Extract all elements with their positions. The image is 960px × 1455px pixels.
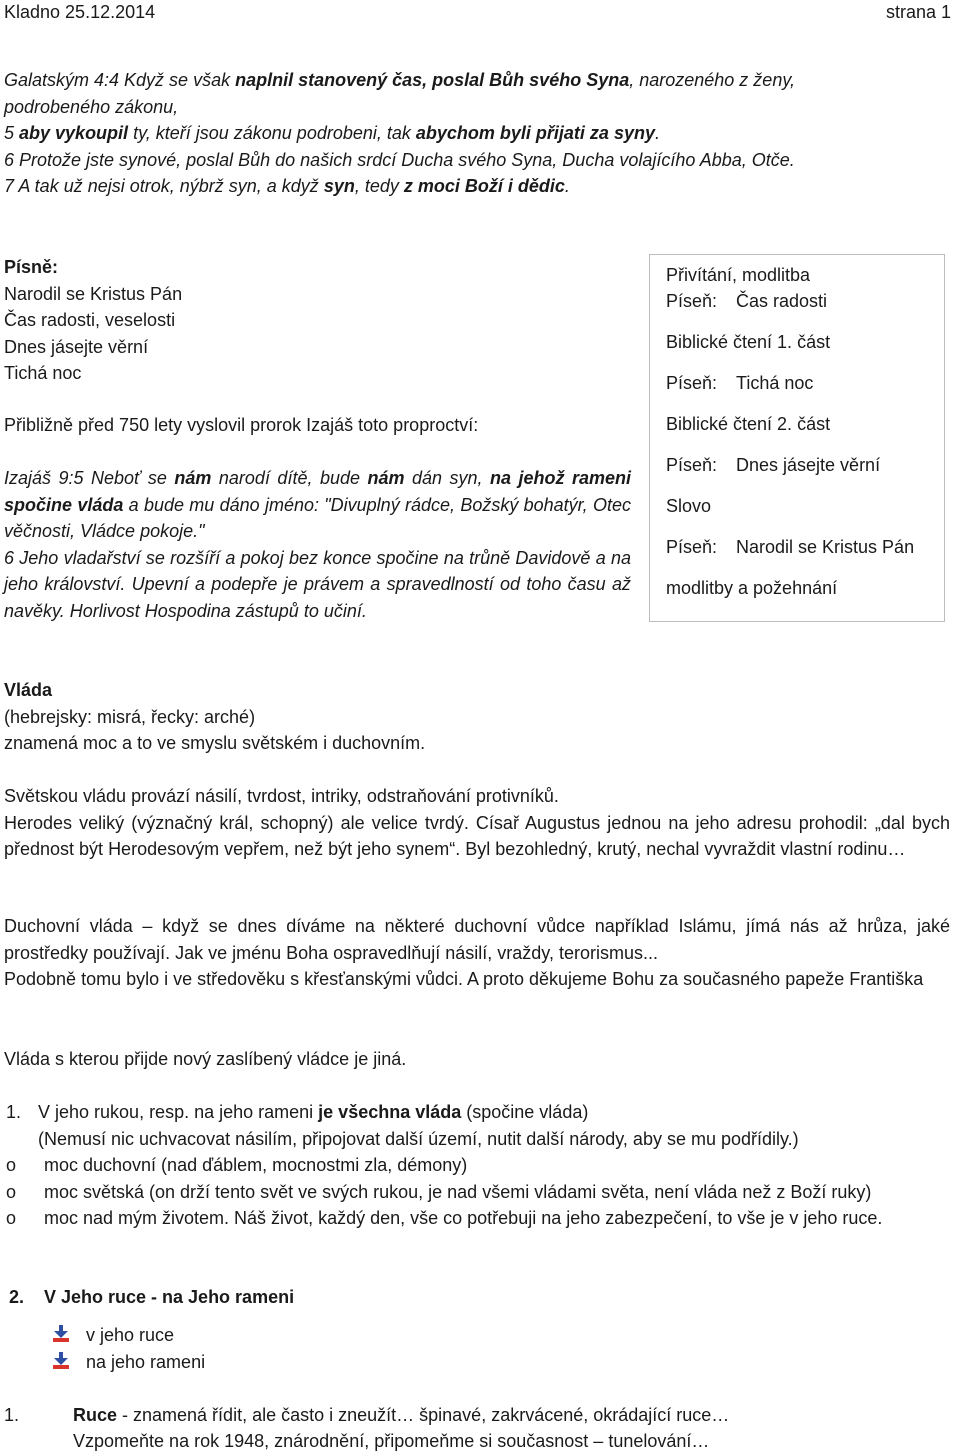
service-program-box xyxy=(649,254,945,622)
point-2-item: v jeho ruce xyxy=(86,1325,175,1345)
vlada-translation: (hebrejsky: misrá, řecky: arché) xyxy=(4,706,256,727)
songs-heading: Písně: xyxy=(4,257,59,277)
isaiah-verse-6: 6 Jeho vladařství se rozšíří a pokoj bez konce spočine na trůně Davidově a na jeho království. Upevní a podepře je právem a spravedlností od toho času až navěky. Horlivost Hospodina zástupů to učiní. xyxy=(4,547,631,621)
prophecy-intro: Přibližně před 750 lety vyslovil prorok Izajáš toto proproctví: xyxy=(4,415,479,435)
scripture-line-2: podrobeného zákonu, xyxy=(4,96,179,117)
song-item: Narodil se Kristus Pán xyxy=(4,283,183,304)
point-2-number: 2. xyxy=(9,1287,25,1307)
header-date: Kladno 25.12.2014 xyxy=(4,2,156,22)
isaiah-passage: Izajáš 9:5 Neboť se nám narodí dítě, bude nám dán syn, na jehož rameni spočine vláda a bude mu dáno jméno: "Divuplný rádce, Božský bohatýr, Otec věčnosti, Vládce pokoje." 6 Jeho vladařství se rozšíří a pokoj bez konce spočine na trůně Davidově a na jeho království. Upevní a podepře je právem a spravedlností od toho času až navěky. Horlivost Hospodina zástupů to učiní. xyxy=(4,465,631,624)
program-song: Píseň: Narodil se Kristus Pán xyxy=(666,537,915,557)
scripture-line-4: 6 Protože jste synové, poslal Bůh do našich srdcí Ducha svého Syna, Ducha volajícího Abba, Otče. xyxy=(4,149,795,170)
secular-paragraph-2: Herodes veliký (význačný král, schopný) ale velice tvrdý. Císař Augustus jednou na jeho adresu prohodil: „dal bych přednost být Herodesovým vepřem, než být jeho synem“. Byl bezohledný, krutý, nechal vyvraždit vlastní rodinu… xyxy=(4,812,950,859)
secular-rule-section xyxy=(4,783,950,863)
power-over-life: moc nad mým životem. Náš život, každý den, vše co potřebuji na jeho zabezpečení, to vše je v jeho ruce. xyxy=(44,1208,883,1228)
scripture-line-1: Galatským 4:4 Když se však naplnil stanovený čas, poslal Bůh svého Syna, narozeného z ženy, xyxy=(4,70,795,90)
secular-paragraph-1: Světskou vládu provází násilí, tvrdost, intriky, odstraňování protivníků. xyxy=(4,786,559,806)
power-secular: moc světská (on drží tento svět ve svých rukou, je nad všemi vládami světa, není vláda než z Boží ruky) xyxy=(44,1182,872,1202)
new-rule-statement: Vláda s kterou přijde nový zaslíbený vládce je jiná. xyxy=(4,1049,407,1069)
spiritual-rule-section xyxy=(4,913,950,993)
program-song: Píseň: Tichá noc xyxy=(666,373,814,393)
point-1-number: 1. xyxy=(6,1102,22,1122)
point-2-title: V Jeho ruce - na Jeho rameni xyxy=(44,1287,295,1307)
program-welcome: Přivítání, modlitba xyxy=(666,265,811,285)
program-sermon: Slovo xyxy=(666,496,712,516)
point-3-number: 1. xyxy=(4,1405,20,1425)
program-song: Píseň: Čas radosti xyxy=(666,291,828,311)
power-spiritual: moc duchovní (nad ďáblem, mocnostmi zla, démony) xyxy=(44,1155,468,1175)
list-bullet: o xyxy=(6,1208,17,1228)
scripture-galatians xyxy=(4,67,954,200)
program-reading-1: Biblické čtení 1. část xyxy=(666,332,831,352)
arrow-bullet-icon xyxy=(52,1325,70,1343)
list-bullet: o xyxy=(6,1182,17,1202)
point-1-title: V jeho rukou, resp. na jeho rameni je všechna vláda (spočine vláda) xyxy=(38,1102,589,1122)
song-item: Tichá noc xyxy=(4,363,82,383)
program-song: Píseň: Dnes jásejte věrní xyxy=(666,455,881,475)
song-item: Dnes jásejte věrní xyxy=(4,336,149,357)
program-blessing: modlitby a požehnání xyxy=(666,578,838,598)
point-1-note: (Nemusí nic uchvacovat násilím, připojovat další území, nutit další národy, aby se mu podřídily.) xyxy=(38,1129,799,1149)
spiritual-paragraph-2: Podobně tomu bylo i ve středověku s křesťanskými vůdci. A proto děkujeme Bohu za současného papeže Františka xyxy=(4,969,924,989)
songs-section xyxy=(4,254,182,387)
header-page-number: strana 1 xyxy=(885,2,951,22)
point-2-item: na jeho rameni xyxy=(86,1352,206,1372)
scripture-line-5: 7 A tak už nejsi otrok, nýbrž syn, a když syn, tedy z moci Boží i dědic. xyxy=(4,176,570,196)
list-bullet: o xyxy=(6,1155,17,1175)
point-3-text: Ruce - znamená řídit, ale často i zneužít… špinavé, zakrvácené, okrádající ruce… xyxy=(73,1405,730,1425)
program-reading-2: Biblické čtení 2. část xyxy=(666,414,831,434)
scripture-line-3: 5 aby vykoupil ty, kteří jsou zákonu podrobeni, tak abychom byli přijati za syny. xyxy=(4,123,660,143)
arrow-bullet-icon xyxy=(52,1352,70,1370)
vlada-meaning: znamená moc a to ve smyslu světském i duchovním. xyxy=(4,733,426,753)
song-item: Čas radosti, veselosti xyxy=(4,310,176,330)
spiritual-paragraph-1: Duchovní vláda – když se dnes díváme na některé duchovní vůdce například Islámu, jímá nás až hrůza, jaké prostředky používají. Jak ve jménu Boha ospravedlňují násilí, vraždy, terorismus... xyxy=(4,916,950,963)
vlada-section xyxy=(4,677,425,757)
point-3-text-2: Vzpomeňte na rok 1948, znárodnění, připomeňme si současnost – tunelování… xyxy=(73,1431,710,1451)
vlada-heading: Vláda xyxy=(4,680,53,700)
